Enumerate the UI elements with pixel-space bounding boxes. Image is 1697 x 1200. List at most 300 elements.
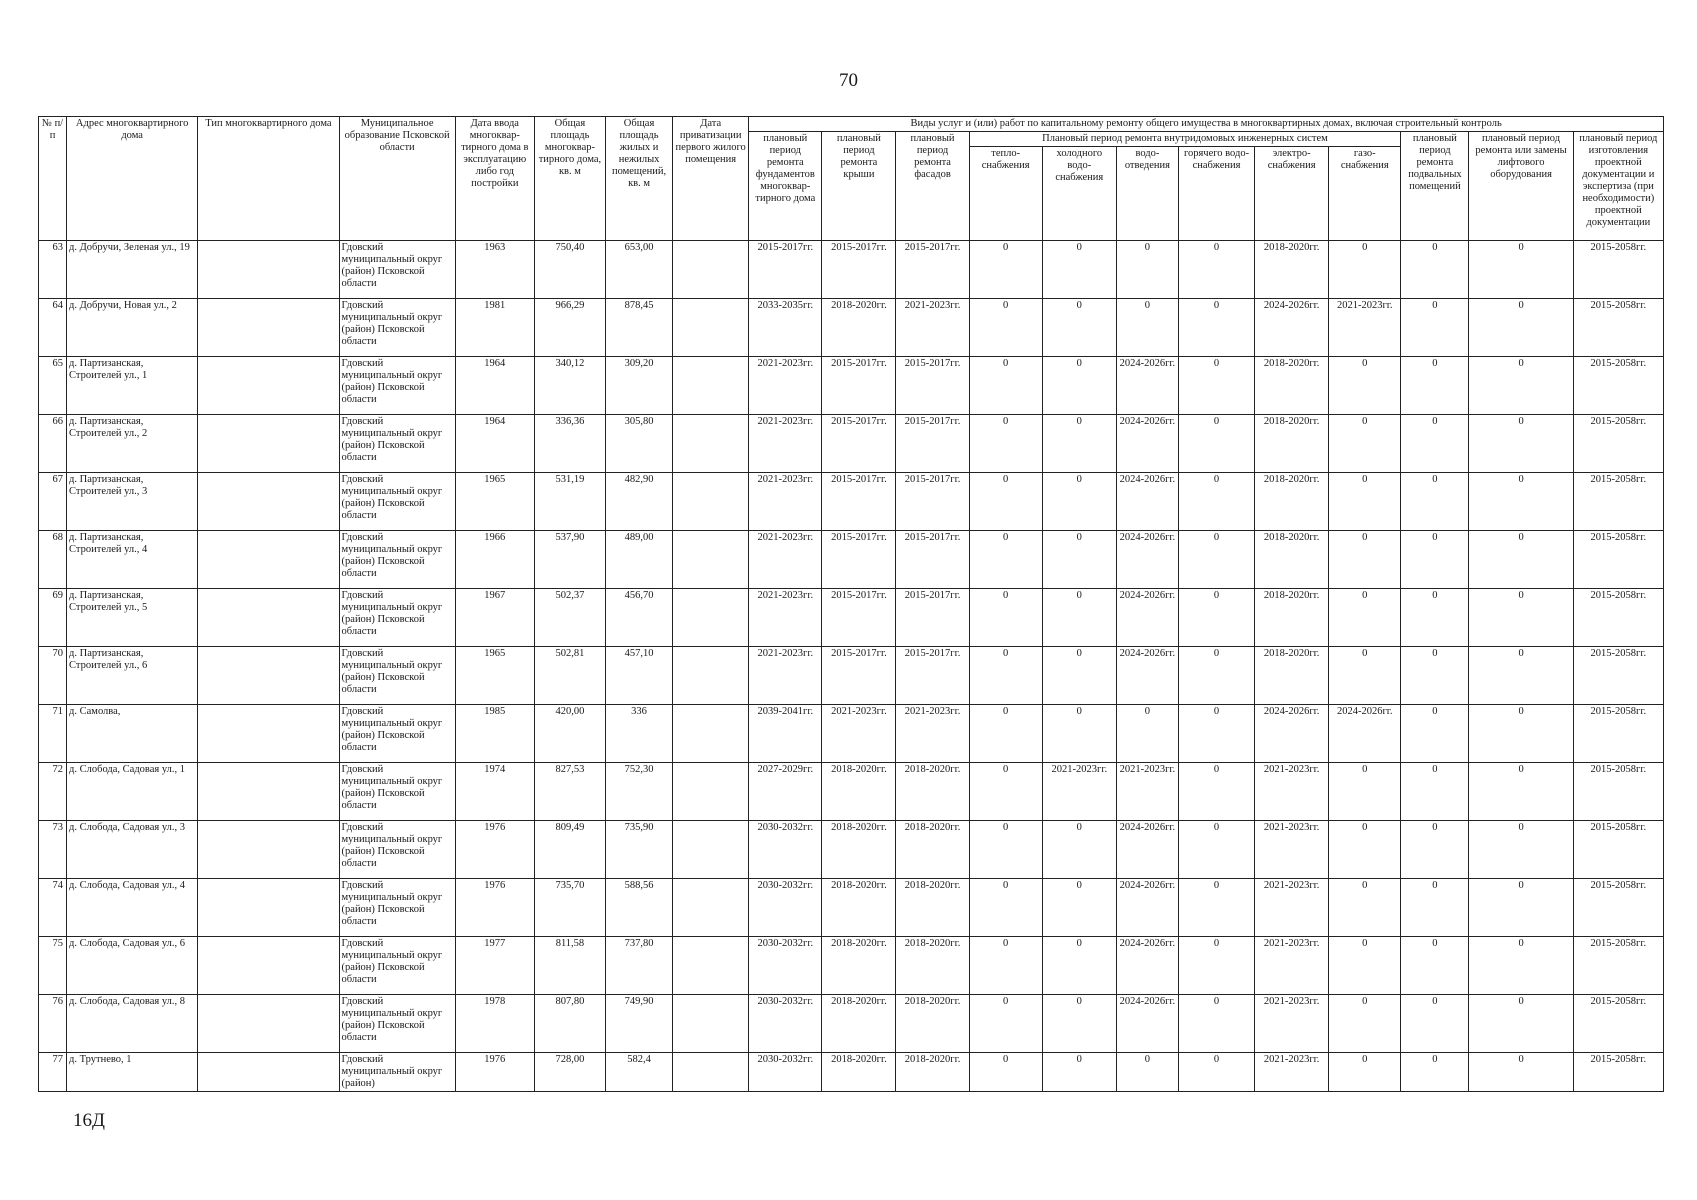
cell-foundation: 2039-2041гг. [749, 705, 822, 763]
cell-address: д. Партизанская, Строителей ул., 6 [67, 647, 198, 705]
cell-cold-water: 0 [1042, 995, 1116, 1053]
cell-total-area: 537,90 [534, 531, 605, 589]
cell-hot-water: 0 [1178, 879, 1254, 937]
cell-municipality: Гдовский муниципальный округ (район) Псковской области [339, 705, 455, 763]
cell-heat: 0 [969, 357, 1042, 415]
cell-num: 65 [39, 357, 67, 415]
cell-foundation: 2030-2032гг. [749, 937, 822, 995]
cell-roof: 2018-2020гг. [822, 821, 896, 879]
table-row [39, 647, 1664, 705]
cell-type [198, 879, 339, 937]
cell-type [198, 763, 339, 821]
cell-living-area: 737,80 [606, 937, 673, 995]
cell-facade: 2018-2020гг. [896, 1053, 969, 1092]
table-row [39, 473, 1664, 531]
cell-privatization [673, 357, 749, 415]
cell-type [198, 647, 339, 705]
cell-num: 70 [39, 647, 67, 705]
header-cold-water: холодного водо-снабжения [1042, 147, 1116, 241]
cell-year: 1978 [455, 995, 534, 1053]
cell-sewer: 2024-2026гг. [1116, 531, 1178, 589]
cell-basement: 0 [1401, 415, 1469, 473]
cell-roof: 2018-2020гг. [822, 763, 896, 821]
cell-privatization [673, 589, 749, 647]
cell-municipality: Гдовский муниципальный округ (район) Псковской области [339, 763, 455, 821]
cell-total-area: 750,40 [534, 241, 605, 299]
cell-sewer: 2021-2023гг. [1116, 763, 1178, 821]
cell-elevator: 0 [1469, 821, 1573, 879]
footer-code: 16Д [73, 1110, 105, 1131]
cell-roof: 2018-2020гг. [822, 299, 896, 357]
cell-elevator: 0 [1469, 937, 1573, 995]
cell-sewer: 2024-2026гг. [1116, 647, 1178, 705]
cell-facade: 2015-2017гг. [896, 647, 969, 705]
cell-basement: 0 [1401, 763, 1469, 821]
cell-address: д. Партизанская, Строителей ул., 3 [67, 473, 198, 531]
cell-living-area: 653,00 [606, 241, 673, 299]
header-sewer: водо-отведения [1116, 147, 1178, 241]
cell-year: 1966 [455, 531, 534, 589]
cell-living-area: 878,45 [606, 299, 673, 357]
cell-basement: 0 [1401, 473, 1469, 531]
cell-cold-water: 0 [1042, 241, 1116, 299]
cell-address: д. Слобода, Садовая ул., 3 [67, 821, 198, 879]
cell-municipality: Гдовский муниципальный округ (район) Псковской области [339, 589, 455, 647]
cell-type [198, 415, 339, 473]
cell-gas: 0 [1329, 357, 1401, 415]
cell-municipality: Гдовский муниципальный округ (район) Псковской области [339, 299, 455, 357]
table-header [39, 117, 1664, 241]
cell-heat: 0 [969, 589, 1042, 647]
cell-heat: 0 [969, 473, 1042, 531]
cell-design-docs: 2015-2058гг. [1573, 1053, 1663, 1092]
cell-foundation: 2021-2023гг. [749, 473, 822, 531]
cell-num: 68 [39, 531, 67, 589]
cell-privatization [673, 1053, 749, 1092]
cell-foundation: 2030-2032гг. [749, 1053, 822, 1092]
cell-cold-water: 0 [1042, 1053, 1116, 1092]
cell-type [198, 241, 339, 299]
table-body [39, 241, 1664, 1092]
cell-foundation: 2030-2032гг. [749, 879, 822, 937]
cell-foundation: 2015-2017гг. [749, 241, 822, 299]
cell-total-area: 966,29 [534, 299, 605, 357]
cell-sewer: 2024-2026гг. [1116, 473, 1178, 531]
cell-electric: 2021-2023гг. [1255, 879, 1329, 937]
cell-heat: 0 [969, 995, 1042, 1053]
page-number: 70 [839, 70, 858, 91]
header-heat: тепло-снабжения [969, 147, 1042, 241]
cell-electric: 2018-2020гг. [1255, 415, 1329, 473]
cell-year: 1976 [455, 879, 534, 937]
cell-foundation: 2021-2023гг. [749, 647, 822, 705]
cell-roof: 2015-2017гг. [822, 531, 896, 589]
cell-sewer: 0 [1116, 241, 1178, 299]
cell-living-area: 749,90 [606, 995, 673, 1053]
cell-facade: 2018-2020гг. [896, 821, 969, 879]
cell-num: 72 [39, 763, 67, 821]
cell-total-area: 420,00 [534, 705, 605, 763]
header-electric: электро-снабжения [1255, 147, 1329, 241]
cell-electric: 2021-2023гг. [1255, 1053, 1329, 1092]
cell-num: 73 [39, 821, 67, 879]
cell-municipality: Гдовский муниципальный округ (район) Псковской области [339, 937, 455, 995]
cell-address: д. Самолва, [67, 705, 198, 763]
cell-cold-water: 0 [1042, 415, 1116, 473]
table-row [39, 995, 1664, 1053]
header-commission-date: Дата ввода многоквар-тирного дома в эксплуатацию либо год постройки [455, 117, 534, 241]
cell-facade: 2015-2017гг. [896, 357, 969, 415]
cell-basement: 0 [1401, 241, 1469, 299]
cell-facade: 2018-2020гг. [896, 937, 969, 995]
cell-hot-water: 0 [1178, 995, 1254, 1053]
cell-privatization [673, 995, 749, 1053]
cell-elevator: 0 [1469, 995, 1573, 1053]
cell-total-area: 340,12 [534, 357, 605, 415]
cell-year: 1977 [455, 937, 534, 995]
header-address: Адрес многоквартирного дома [67, 117, 198, 241]
cell-elevator: 0 [1469, 1053, 1573, 1092]
cell-municipality: Гдовский муниципальный округ (район) Псковской области [339, 879, 455, 937]
table-row [39, 705, 1664, 763]
cell-facade: 2021-2023гг. [896, 299, 969, 357]
header-living-area: Общая площадь жилых и нежилых помещений, кв. м [606, 117, 673, 241]
cell-electric: 2021-2023гг. [1255, 821, 1329, 879]
cell-design-docs: 2015-2058гг. [1573, 531, 1663, 589]
cell-design-docs: 2015-2058гг. [1573, 357, 1663, 415]
capital-repair-register-table [38, 116, 1664, 1092]
cell-year: 1965 [455, 473, 534, 531]
header-works-group: Виды услуг и (или) работ по капитальному ремонту общего имущества в многоквартирных домах, включая строительный контроль [749, 117, 1664, 132]
cell-privatization [673, 647, 749, 705]
cell-foundation: 2021-2023гг. [749, 415, 822, 473]
cell-basement: 0 [1401, 995, 1469, 1053]
cell-roof: 2018-2020гг. [822, 1053, 896, 1092]
cell-roof: 2015-2017гг. [822, 415, 896, 473]
cell-basement: 0 [1401, 357, 1469, 415]
cell-basement: 0 [1401, 299, 1469, 357]
cell-heat: 0 [969, 531, 1042, 589]
cell-cold-water: 0 [1042, 879, 1116, 937]
cell-address: д. Добручи, Зеленая ул., 19 [67, 241, 198, 299]
cell-design-docs: 2015-2058гг. [1573, 763, 1663, 821]
cell-privatization [673, 763, 749, 821]
table-row [39, 821, 1664, 879]
cell-foundation: 2030-2032гг. [749, 821, 822, 879]
cell-elevator: 0 [1469, 763, 1573, 821]
cell-year: 1963 [455, 241, 534, 299]
cell-total-area: 809,49 [534, 821, 605, 879]
cell-design-docs: 2015-2058гг. [1573, 415, 1663, 473]
cell-basement: 0 [1401, 937, 1469, 995]
cell-design-docs: 2015-2058гг. [1573, 879, 1663, 937]
cell-basement: 0 [1401, 647, 1469, 705]
cell-hot-water: 0 [1178, 589, 1254, 647]
cell-electric: 2024-2026гг. [1255, 299, 1329, 357]
cell-gas: 0 [1329, 995, 1401, 1053]
header-num: № п/п [39, 117, 67, 241]
cell-foundation: 2033-2035гг. [749, 299, 822, 357]
cell-year: 1976 [455, 821, 534, 879]
cell-sewer: 2024-2026гг. [1116, 821, 1178, 879]
cell-num: 75 [39, 937, 67, 995]
cell-address: д. Слобода, Садовая ул., 1 [67, 763, 198, 821]
cell-hot-water: 0 [1178, 1053, 1254, 1092]
cell-basement: 0 [1401, 1053, 1469, 1092]
cell-hot-water: 0 [1178, 357, 1254, 415]
header-basement: плановый период ремонта подвальных помещений [1401, 132, 1469, 241]
cell-type [198, 299, 339, 357]
cell-heat: 0 [969, 937, 1042, 995]
table-row [39, 531, 1664, 589]
cell-basement: 0 [1401, 589, 1469, 647]
cell-total-area: 502,81 [534, 647, 605, 705]
cell-total-area: 807,80 [534, 995, 605, 1053]
cell-living-area: 582,4 [606, 1053, 673, 1092]
cell-municipality: Гдовский муниципальный округ (район) Псковской области [339, 357, 455, 415]
cell-roof: 2018-2020гг. [822, 879, 896, 937]
cell-electric: 2018-2020гг. [1255, 357, 1329, 415]
cell-facade: 2015-2017гг. [896, 241, 969, 299]
cell-living-area: 457,10 [606, 647, 673, 705]
cell-municipality: Гдовский муниципальный округ (район) Псковской области [339, 415, 455, 473]
table-row [39, 763, 1664, 821]
header-foundation: плановый период ремонта фундаментов многоквар-тирного дома [749, 132, 822, 241]
cell-facade: 2015-2017гг. [896, 415, 969, 473]
cell-year: 1981 [455, 299, 534, 357]
cell-municipality: Гдовский муниципальный округ (район) Псковской области [339, 821, 455, 879]
cell-hot-water: 0 [1178, 647, 1254, 705]
cell-privatization [673, 821, 749, 879]
cell-total-area: 735,70 [534, 879, 605, 937]
cell-municipality: Гдовский муниципальный округ (район) Псковской области [339, 531, 455, 589]
table-row [39, 589, 1664, 647]
cell-cold-water: 0 [1042, 357, 1116, 415]
cell-gas: 2024-2026гг. [1329, 705, 1401, 763]
cell-elevator: 0 [1469, 879, 1573, 937]
cell-sewer: 2024-2026гг. [1116, 879, 1178, 937]
cell-cold-water: 0 [1042, 647, 1116, 705]
cell-sewer: 2024-2026гг. [1116, 937, 1178, 995]
cell-electric: 2021-2023гг. [1255, 763, 1329, 821]
cell-roof: 2018-2020гг. [822, 995, 896, 1053]
cell-design-docs: 2015-2058гг. [1573, 299, 1663, 357]
cell-gas: 0 [1329, 879, 1401, 937]
cell-electric: 2018-2020гг. [1255, 531, 1329, 589]
header-hot-water: горячего водо-снабжения [1178, 147, 1254, 241]
cell-elevator: 0 [1469, 415, 1573, 473]
cell-heat: 0 [969, 1053, 1042, 1092]
cell-type [198, 705, 339, 763]
cell-cold-water: 0 [1042, 473, 1116, 531]
cell-design-docs: 2015-2058гг. [1573, 589, 1663, 647]
cell-design-docs: 2015-2058гг. [1573, 995, 1663, 1053]
cell-gas: 0 [1329, 647, 1401, 705]
cell-cold-water: 0 [1042, 937, 1116, 995]
header-gas: газо-снабжения [1329, 147, 1401, 241]
cell-num: 77 [39, 1053, 67, 1092]
cell-total-area: 811,58 [534, 937, 605, 995]
cell-hot-water: 0 [1178, 821, 1254, 879]
cell-living-area: 752,30 [606, 763, 673, 821]
cell-facade: 2018-2020гг. [896, 879, 969, 937]
cell-type [198, 589, 339, 647]
cell-gas: 0 [1329, 821, 1401, 879]
cell-cold-water: 0 [1042, 531, 1116, 589]
cell-address: д. Партизанская, Строителей ул., 5 [67, 589, 198, 647]
cell-year: 1985 [455, 705, 534, 763]
cell-heat: 0 [969, 821, 1042, 879]
cell-sewer: 0 [1116, 299, 1178, 357]
cell-privatization [673, 937, 749, 995]
cell-living-area: 735,90 [606, 821, 673, 879]
table-row [39, 879, 1664, 937]
cell-type [198, 821, 339, 879]
cell-roof: 2015-2017гг. [822, 357, 896, 415]
cell-gas: 0 [1329, 589, 1401, 647]
cell-elevator: 0 [1469, 299, 1573, 357]
cell-year: 1967 [455, 589, 534, 647]
header-roof: плановый период ремонта крыши [822, 132, 896, 241]
cell-hot-water: 0 [1178, 763, 1254, 821]
cell-cold-water: 0 [1042, 705, 1116, 763]
cell-cold-water: 2021-2023гг. [1042, 763, 1116, 821]
cell-facade: 2015-2017гг. [896, 531, 969, 589]
cell-cold-water: 0 [1042, 299, 1116, 357]
cell-elevator: 0 [1469, 357, 1573, 415]
cell-privatization [673, 879, 749, 937]
cell-electric: 2024-2026гг. [1255, 705, 1329, 763]
cell-heat: 0 [969, 299, 1042, 357]
cell-living-area: 482,90 [606, 473, 673, 531]
table-row [39, 299, 1664, 357]
cell-privatization [673, 415, 749, 473]
cell-roof: 2015-2017гг. [822, 647, 896, 705]
header-privatization-date: Дата приватизации первого жилого помещения [673, 117, 749, 241]
cell-facade: 2018-2020гг. [896, 995, 969, 1053]
header-total-area: Общая площадь многоквар-тирного дома, кв. м [534, 117, 605, 241]
cell-facade: 2015-2017гг. [896, 589, 969, 647]
cell-year: 1964 [455, 357, 534, 415]
cell-living-area: 489,00 [606, 531, 673, 589]
cell-basement: 0 [1401, 879, 1469, 937]
cell-design-docs: 2015-2058гг. [1573, 821, 1663, 879]
cell-municipality: Гдовский муниципальный округ (район) [339, 1053, 455, 1092]
cell-heat: 0 [969, 415, 1042, 473]
cell-num: 74 [39, 879, 67, 937]
cell-num: 71 [39, 705, 67, 763]
cell-elevator: 0 [1469, 241, 1573, 299]
header-design-docs: плановый период изготовления проектной документации и экспертиза (при необходимости) проектной документации [1573, 132, 1663, 241]
cell-roof: 2021-2023гг. [822, 705, 896, 763]
cell-cold-water: 0 [1042, 589, 1116, 647]
cell-electric: 2021-2023гг. [1255, 937, 1329, 995]
cell-privatization [673, 473, 749, 531]
cell-num: 67 [39, 473, 67, 531]
cell-hot-water: 0 [1178, 473, 1254, 531]
cell-total-area: 827,53 [534, 763, 605, 821]
cell-roof: 2015-2017гг. [822, 473, 896, 531]
cell-design-docs: 2015-2058гг. [1573, 937, 1663, 995]
cell-num: 63 [39, 241, 67, 299]
cell-design-docs: 2015-2058гг. [1573, 241, 1663, 299]
cell-address: д. Партизанская, Строителей ул., 1 [67, 357, 198, 415]
cell-total-area: 502,37 [534, 589, 605, 647]
cell-year: 1964 [455, 415, 534, 473]
cell-heat: 0 [969, 705, 1042, 763]
cell-type [198, 1053, 339, 1092]
cell-design-docs: 2015-2058гг. [1573, 473, 1663, 531]
cell-hot-water: 0 [1178, 531, 1254, 589]
header-facade: плановый период ремонта фасадов [896, 132, 969, 241]
cell-address: д. Добручи, Новая ул., 2 [67, 299, 198, 357]
cell-hot-water: 0 [1178, 415, 1254, 473]
cell-type [198, 995, 339, 1053]
cell-electric: 2018-2020гг. [1255, 241, 1329, 299]
cell-type [198, 937, 339, 995]
cell-num: 76 [39, 995, 67, 1053]
cell-sewer: 0 [1116, 1053, 1178, 1092]
table-row [39, 241, 1664, 299]
cell-elevator: 0 [1469, 647, 1573, 705]
table-row [39, 937, 1664, 995]
cell-electric: 2018-2020гг. [1255, 647, 1329, 705]
cell-gas: 0 [1329, 241, 1401, 299]
header-type: Тип многоквартирного дома [198, 117, 339, 241]
cell-total-area: 531,19 [534, 473, 605, 531]
cell-basement: 0 [1401, 705, 1469, 763]
cell-gas: 0 [1329, 763, 1401, 821]
cell-hot-water: 0 [1178, 705, 1254, 763]
cell-num: 69 [39, 589, 67, 647]
cell-gas: 0 [1329, 1053, 1401, 1092]
cell-type [198, 357, 339, 415]
cell-heat: 0 [969, 879, 1042, 937]
cell-roof: 2015-2017гг. [822, 241, 896, 299]
table-row [39, 357, 1664, 415]
cell-foundation: 2021-2023гг. [749, 589, 822, 647]
cell-elevator: 0 [1469, 589, 1573, 647]
table-row [39, 415, 1664, 473]
cell-address: д. Слобода, Садовая ул., 8 [67, 995, 198, 1053]
cell-heat: 0 [969, 241, 1042, 299]
cell-address: д. Партизанская, Строителей ул., 4 [67, 531, 198, 589]
cell-design-docs: 2015-2058гг. [1573, 705, 1663, 763]
cell-gas: 0 [1329, 415, 1401, 473]
cell-foundation: 2021-2023гг. [749, 531, 822, 589]
header-engineering-group: Плановый период ремонта внутридомовых инженерных систем [969, 132, 1401, 147]
cell-num: 64 [39, 299, 67, 357]
cell-municipality: Гдовский муниципальный округ (район) Псковской области [339, 241, 455, 299]
cell-year: 1974 [455, 763, 534, 821]
cell-living-area: 305,80 [606, 415, 673, 473]
cell-gas: 0 [1329, 531, 1401, 589]
cell-address: д. Слобода, Садовая ул., 6 [67, 937, 198, 995]
cell-type [198, 473, 339, 531]
cell-electric: 2018-2020гг. [1255, 473, 1329, 531]
cell-heat: 0 [969, 647, 1042, 705]
cell-foundation: 2021-2023гг. [749, 357, 822, 415]
cell-year: 1976 [455, 1053, 534, 1092]
cell-municipality: Гдовский муниципальный округ (район) Псковской области [339, 647, 455, 705]
cell-privatization [673, 241, 749, 299]
cell-living-area: 588,56 [606, 879, 673, 937]
cell-roof: 2018-2020гг. [822, 937, 896, 995]
cell-sewer: 2024-2026гг. [1116, 415, 1178, 473]
cell-sewer: 2024-2026гг. [1116, 995, 1178, 1053]
header-elevator: плановый период ремонта или замены лифтового оборудования [1469, 132, 1573, 241]
cell-basement: 0 [1401, 531, 1469, 589]
